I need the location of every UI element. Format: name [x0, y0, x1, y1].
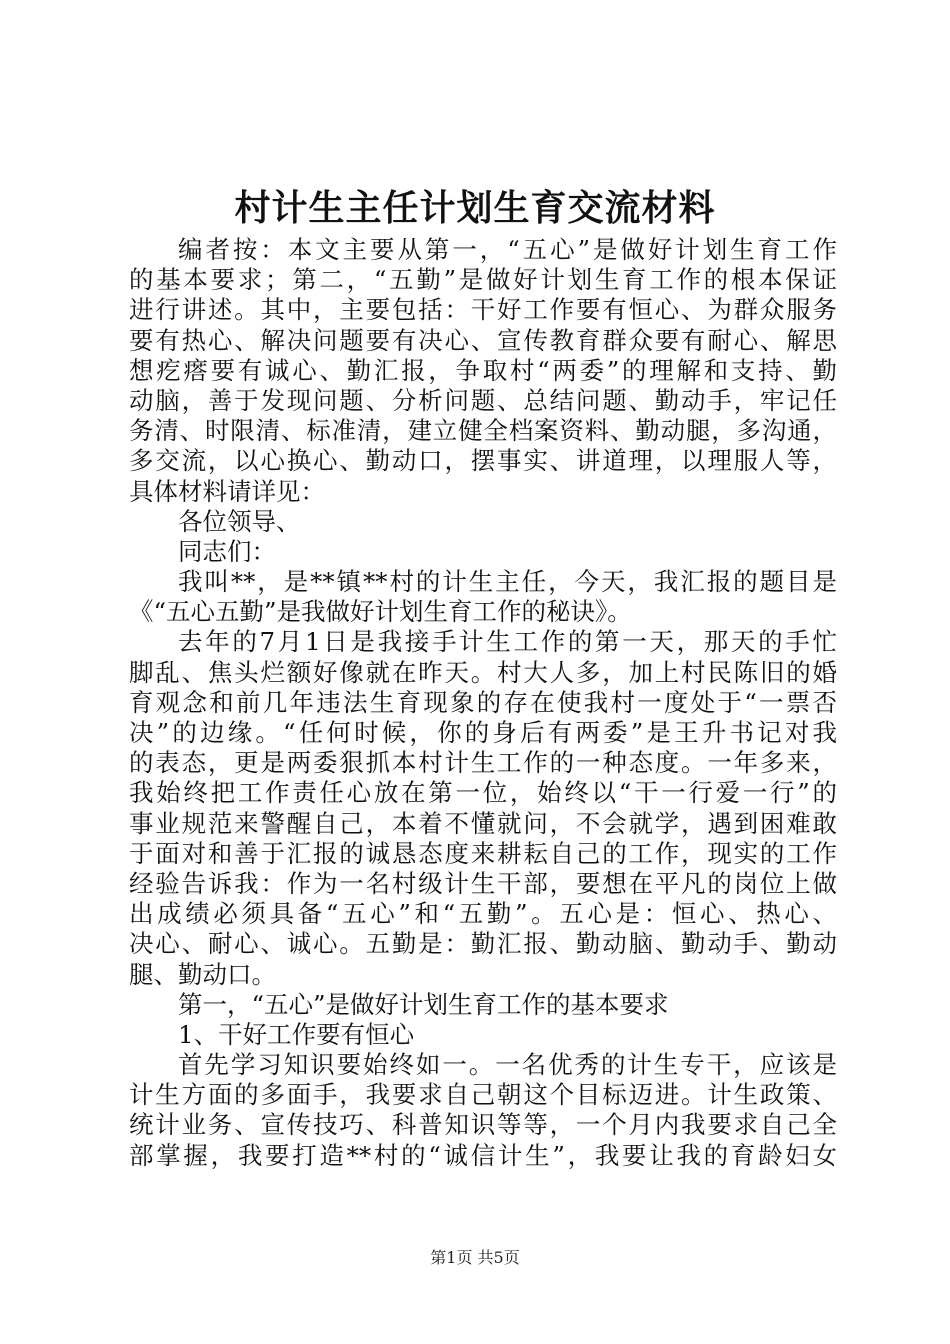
document-title: 村计生主任计划生育交流材料	[234, 187, 716, 229]
text-line: 计生方面的多面手，我要求自己朝这个目标迈进。计生政策、	[129, 1080, 837, 1110]
text-line: 出成绩必须具备“五心”和“五勤”。五心是：恒心、热心、	[129, 899, 837, 929]
text-line: 脚乱、焦头烂额好像就在昨天。村大人多，加上村民陈旧的婚	[129, 657, 837, 687]
salutation-line: 各位领导、	[178, 506, 301, 536]
text-line: 动脑，善于发现问题、分析问题、总结问题、勤动手，牢记任	[129, 385, 837, 415]
text-line: 《“五心五勤”是我做好计划生育工作的秘诀》。	[129, 597, 632, 627]
text-line: 育观念和前几年违法生育现象的存在使我村一度处于“一票否	[129, 687, 837, 717]
text-line: 具体材料请详见：	[129, 476, 325, 506]
text-line: 决心、耐心、诚心。五勤是：勤汇报、勤动脑、勤动手、勤动	[129, 929, 837, 959]
text-line: 部掌握，我要打造**村的“诚信计生”，我要让我的育龄妇女	[129, 1140, 837, 1170]
text-line: 腿、勤动口。	[129, 959, 276, 989]
text-line: 我叫**，是**镇**村的计生主任，今天，我汇报的题目是	[178, 567, 837, 597]
text-line: 要有热心、解决问题要有决心、宣传教育群众要有耐心、解思	[129, 325, 837, 355]
text-line: 去年的7月1日是我接手计生工作的第一天，那天的手忙	[178, 627, 837, 657]
text-line: 的基本要求；第二，“五勤”是做好计划生育工作的根本保证	[129, 265, 837, 295]
text-line: 事业规范来警醒自己，本着不懂就问，不会就学，遇到困难敢	[129, 808, 837, 838]
salutation-line: 同志们：	[178, 536, 276, 566]
section-heading: 第一，“五心”是做好计划生育工作的基本要求	[178, 989, 669, 1019]
text-line: 编者按：本文主要从第一，“五心”是做好计划生育工作	[178, 235, 837, 264]
text-line: 经验告诉我：作为一名村级计生干部，要想在平凡的岗位上做	[129, 868, 837, 898]
page-number: 第1页 共5页	[430, 1248, 520, 1267]
text-line: 我始终把工作责任心放在第一位，始终以“干一行爱一行”的	[129, 778, 837, 808]
subsection-heading: 1、干好工作要有恒心	[178, 1019, 415, 1049]
text-line: 务清、时限清、标准清，建立健全档案资料、勤动腿，多沟通，	[129, 416, 837, 446]
text-line: 决”的边缘。“任何时候，你的身后有两委”是王升书记对我	[129, 718, 837, 747]
document-body	[129, 235, 837, 1171]
text-line: 首先学习知识要始终如一。一名优秀的计生专干，应该是	[178, 1050, 837, 1080]
text-line: 的表态，更是两委狠抓本村计生工作的一种态度。一年多来，	[129, 748, 837, 778]
text-line: 于面对和善于汇报的诚恳态度来耕耘自己的工作，现实的工作	[129, 838, 837, 868]
text-line: 想疙瘩要有诚心、勤汇报，争取村“两委”的理解和支持、勤	[129, 355, 837, 385]
text-line: 进行讲述。其中，主要包括：干好工作要有恒心、为群众服务	[129, 295, 837, 325]
text-line: 统计业务、宣传技巧、科普知识等等，一个月内我要求自己全	[129, 1110, 837, 1140]
text-line: 多交流，以心换心、勤动口，摆事实、讲道理，以理服人等，	[129, 446, 837, 476]
